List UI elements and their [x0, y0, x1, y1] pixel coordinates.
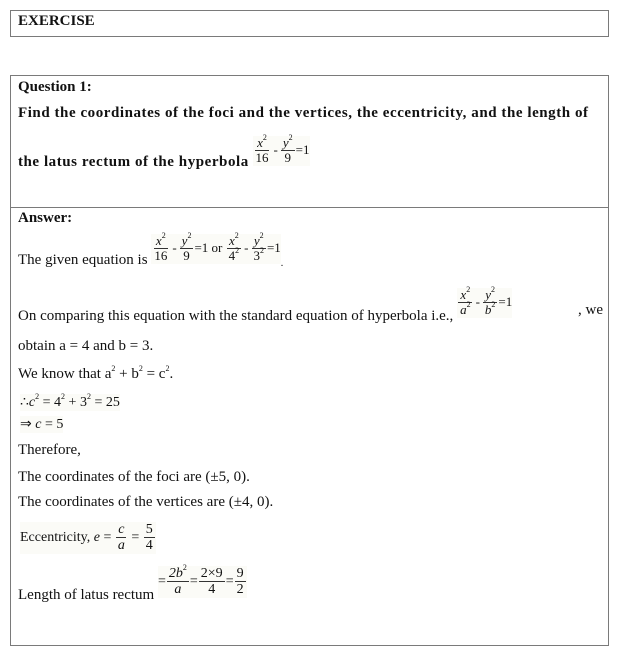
therefore-line: Therefore,: [18, 442, 81, 458]
question-text-line2-row: [18, 133, 310, 171]
compare-suffix: , we: [578, 302, 603, 318]
latus-prefix: Length of latus rectum: [18, 587, 155, 604]
know-line: We know that $a^2 + b^2 = c^2$.: [18, 364, 174, 382]
c-value-line: ⇒ c = 5: [20, 417, 64, 432]
hyperbola-equation: $\frac{x^2}{16}$ - $\frac{y^2}{9}$ =1: [253, 136, 310, 166]
given-equation: $\frac{x^2}{16}$ - $\frac{y^2}{9}$ =1 or $\frac{x^2}{4^2}$ - $\frac{y^2}{3^2}$ =1: [151, 234, 280, 264]
eccentricity-line: Eccentricity, e = $\frac{c}{a}$ = $\frac{5}{4}$: [20, 522, 156, 554]
latus-equation: = $\frac{2b^2}{a}$ = $\frac{2\times 9}{4}$ = $\frac{9}{2}$: [158, 566, 247, 598]
exercise-title: EXERCISE: [18, 13, 95, 29]
exercise-header: [10, 10, 609, 37]
answer-label: Answer:: [18, 210, 73, 226]
compare-line: [18, 285, 603, 325]
foci-line: The coordinates of the foci are (±5, 0).: [18, 469, 250, 485]
question-section: [11, 76, 608, 208]
obtain-line: obtain a = 4 and b = 3.: [18, 338, 154, 354]
question-text-line2: the latus rectum of the hyperbola: [18, 154, 249, 171]
question-text-line1: Find the coordinates of the foci and the vertices, the eccentricity, and the length of: [18, 105, 589, 121]
latus-rectum-line: [18, 563, 247, 604]
compare-prefix: On comparing this equation with the standard equation of hyperbola i.e.,: [18, 308, 454, 325]
standard-equation: $\frac{x^2}{a^2}$ - $\frac{y^2}{b^2}$ =1: [457, 288, 512, 318]
given-equation-line: The given equation is $\frac{x^2}{16}$ - $\frac{y^2}{9}$ =1 or $\frac{x^2}{4^2}$ - $\frac{y^2}{3^2}$ $=1_.$: [18, 231, 284, 270]
question-answer-box: [10, 75, 609, 646]
c-squared-line: $\therefore c^2 = 4^2 + 3^2 = 25$: [20, 392, 120, 410]
question-label: Question 1:: [18, 79, 92, 95]
vertices-line: The coordinates of the vertices are (±4, 0).: [18, 494, 274, 510]
given-prefix: The given equation is: [18, 252, 148, 269]
